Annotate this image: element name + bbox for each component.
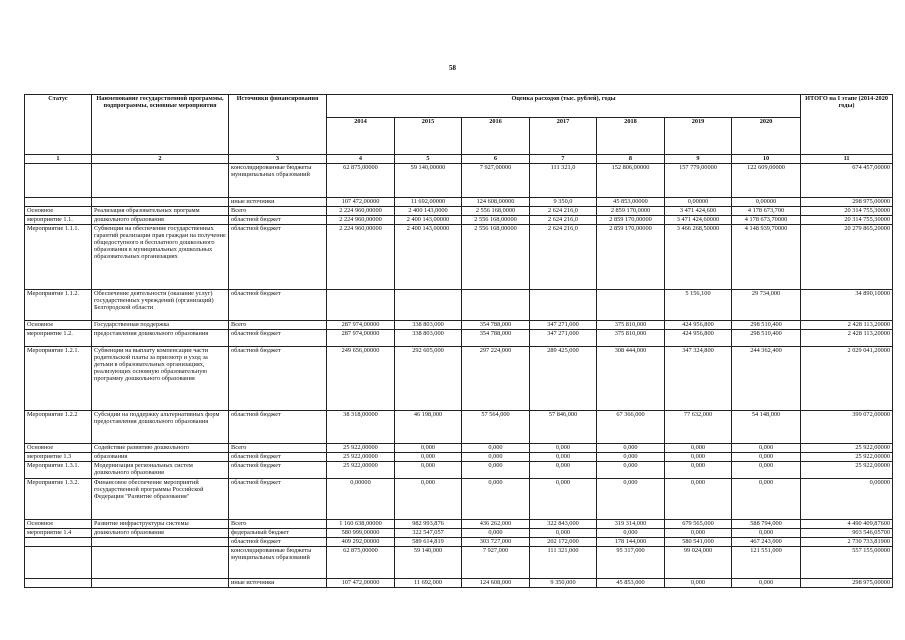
row-status: Мероприятие 1.2.1. [25,347,92,411]
row-total: 298 975,00000 [801,579,893,588]
row-value: 287 974,00000 [327,330,395,347]
row-value [597,290,665,321]
row-name: Государственная поддержка [92,321,229,330]
row-status: Мероприятие 1.2.2 [25,411,92,444]
row-value: 347 324,800 [665,347,732,411]
row-value: 202 172,000 [530,538,597,547]
row-value: 25 922,00000 [327,444,395,453]
row-value: 375 810,000 [597,321,665,330]
row-source: иные источники [229,198,327,207]
row-value: 0,000 [462,444,530,453]
row-value: 424 956,800 [665,321,732,330]
row-value: 2 624 216,0 [530,207,597,216]
row-status: Основное [25,520,92,529]
row-value: 0,000 [530,529,597,538]
table-row [25,207,893,216]
row-value: 354 788,000 [462,330,530,347]
header-name: Наименование государственной программы, подпрограммы, основные мероприятия [92,95,229,155]
row-value: 99 024,000 [665,547,732,579]
header-year: 2018 [597,118,665,155]
row-value [462,290,530,321]
row-total: 2 029 041,20000 [801,347,893,411]
row-value: 0,000 [597,453,665,462]
row-name [92,164,229,198]
row-source: областной бюджет [229,411,327,444]
row-value: 45 853,00000 [597,198,665,207]
row-value: 77 632,000 [665,411,732,444]
row-value: 9 350,0 [530,198,597,207]
header-status: Статус [25,95,92,155]
row-value: 467 243,000 [732,538,801,547]
column-number: 1 [25,155,92,164]
row-value: 589 614,819 [395,538,462,547]
row-status [25,198,92,207]
row-name: Субвенции на обеспечение государственных гарантий реализации прав граждан на получение общедоступного и бесплатного дошкольного образования в муниципальных дошкольных образовательных организациях [92,225,229,290]
row-value: 2 859 170,00000 [597,225,665,290]
row-value: 0,000 [665,529,732,538]
row-value: 347 271,000 [530,321,597,330]
row-value: 0,000 [732,529,801,538]
row-value: 588 794,000 [732,520,801,529]
row-value: 303 727,000 [462,538,530,547]
row-value: 0,000 [597,479,665,520]
row-total: 25 922,00000 [801,453,893,462]
row-value: 46 198,000 [395,411,462,444]
column-number: 9 [665,155,732,164]
column-number: 6 [462,155,530,164]
table-row [25,290,893,321]
row-value: 121 551,000 [732,547,801,579]
row-source: областной бюджет [229,225,327,290]
row-value: 2 556 168,0000 [462,207,530,216]
row-value: 95 317,000 [597,547,665,579]
row-total: 399 072,00000 [801,411,893,444]
row-value: 2 224 960,00000 [327,216,395,225]
row-value: 0,000 [665,453,732,462]
row-source: областной бюджет [229,479,327,520]
row-source: консолидированные бюджеты муниципальных образований [229,164,327,198]
row-value: 157 779,00000 [665,164,732,198]
row-value: 0,000 [732,453,801,462]
table-row [25,479,893,520]
header-year: 2015 [395,118,462,155]
header-year: 2019 [665,118,732,155]
row-name: предоставления дошкольного образования [92,330,229,347]
table-row [25,216,893,225]
row-source: областной бюджет [229,216,327,225]
row-value: 107 472,00000 [327,198,395,207]
row-value: 0,000 [732,579,801,588]
table-row [25,462,893,479]
row-status: Основное [25,444,92,453]
row-value: 0,000 [395,479,462,520]
row-value: 38 318,00000 [327,411,395,444]
row-name: Обеспечение деятельности (оказание услуг) государственных учреждений (организаций) Белгородской области [92,290,229,321]
row-value: 2 224 960,00000 [327,225,395,290]
row-status: мероприятие 1.4 [25,529,92,538]
row-value: 308 444,000 [597,347,665,411]
row-value: 0,000 [462,453,530,462]
row-value: 67 366,000 [597,411,665,444]
row-value: 2 624 216,0 [530,216,597,225]
row-total: 298 975,00000 [801,198,893,207]
table-row [25,225,893,290]
row-value: 289 425,000 [530,347,597,411]
row-value: 2 556 168,00000 [462,216,530,225]
row-name [92,538,229,547]
row-value: 3 471 424,600 [665,207,732,216]
row-value: 409 292,00000 [327,538,395,547]
row-value: 322 547,057 [395,529,462,538]
row-value: 62 875,00000 [327,164,395,198]
row-total: 2 730 733,81900 [801,538,893,547]
row-total: 20 314 755,30000 [801,216,893,225]
row-value: 122 609,00000 [732,164,801,198]
page-number: 58 [449,64,456,72]
row-value: 9 350,000 [530,579,597,588]
row-value: 0,000 [395,462,462,479]
row-name [92,198,229,207]
row-value: 0,000 [395,444,462,453]
row-status: мероприятие 1.2. [25,330,92,347]
row-value: 375 810,000 [597,330,665,347]
row-name: Финансовое обеспечение мероприятий государственной программы Российской Федерации "Развитие образования" [92,479,229,520]
row-source: Всего [229,520,327,529]
row-value [395,290,462,321]
table-row [25,453,893,462]
table-row [25,444,893,453]
row-value: 2 859 170,00000 [597,216,665,225]
row-status [25,547,92,579]
row-total: 674 457,00000 [801,164,893,198]
row-value: 45 853,000 [597,579,665,588]
row-source: Всего [229,444,327,453]
row-value: 2 400 143,00000 [395,216,462,225]
row-value: 0,000 [597,529,665,538]
row-value: 62 875,00000 [327,547,395,579]
row-value: 0,000 [665,479,732,520]
row-value: 0,000 [462,529,530,538]
row-name: Модернизация региональных систем дошкольного образования [92,462,229,479]
column-numbers-row [25,155,893,164]
column-number: 4 [327,155,395,164]
row-name: Содействие развитию дошкольного [92,444,229,453]
row-source: областной бюджет [229,330,327,347]
row-value: 244 362,400 [732,347,801,411]
row-name: дошкольного образования [92,216,229,225]
row-value: 0,000 [732,479,801,520]
row-value: 2 859 170,0000 [597,207,665,216]
row-total: 25 922,00000 [801,462,893,479]
row-value: 580 999,00000 [327,529,395,538]
row-value: 124 608,000 [462,579,530,588]
row-value: 2 400 143,00000 [395,225,462,290]
row-source: Всего [229,207,327,216]
row-value: 297 224,000 [462,347,530,411]
row-value: 0,000 [597,444,665,453]
table-row [25,538,893,547]
row-total: 20 279 865,20000 [801,225,893,290]
row-total: 4 490 409,87600 [801,520,893,529]
table-row [25,347,893,411]
row-value: 124 608,00000 [462,198,530,207]
row-total: 25 922,00000 [801,444,893,453]
row-value: 57 846,000 [530,411,597,444]
row-value: 111 321,000 [530,547,597,579]
row-value: 354 788,000 [462,321,530,330]
row-value: 11 692,000 [395,579,462,588]
row-name: дошкольного образования [92,529,229,538]
row-value: 2 224 960,00000 [327,207,395,216]
row-status: Основное [25,321,92,330]
header-total: ИТОГО на I этапе (2014-2020 годы) [801,95,893,155]
row-status [25,579,92,588]
row-value: 0,00000 [665,198,732,207]
row-value: 4 148 939,70000 [732,225,801,290]
column-number: 10 [732,155,801,164]
row-value: 25 922,00000 [327,453,395,462]
row-value: 4 178 673,70000 [732,216,801,225]
row-status [25,164,92,198]
row-value: 178 144,000 [597,538,665,547]
row-value: 0,000 [395,453,462,462]
row-value: 338 803,000 [395,330,462,347]
row-value: 25 922,00000 [327,462,395,479]
row-status: мероприятие 1.1. [25,216,92,225]
row-status: Мероприятие 1.3.2. [25,479,92,520]
row-total: 557 155,00000 [801,547,893,579]
row-status: Мероприятие 1.1.2. [25,290,92,321]
row-value: 0,000 [732,444,801,453]
row-value: 152 806,00000 [597,164,665,198]
table-row [25,529,893,538]
row-value [530,290,597,321]
row-value: 322 843,000 [530,520,597,529]
row-source: областной бюджет [229,290,327,321]
row-value: 2 400 143,0000 [395,207,462,216]
row-value: 2 556 168,00000 [462,225,530,290]
row-status: Мероприятие 1.1.1. [25,225,92,290]
header-year: 2014 [327,118,395,155]
row-value: 319 314,000 [597,520,665,529]
column-number: 7 [530,155,597,164]
row-value: 347 271,000 [530,330,597,347]
row-value: 0,000 [530,462,597,479]
column-number: 8 [597,155,665,164]
row-source: консолидированные бюджеты муниципальных образований [229,547,327,579]
row-source: Всего [229,321,327,330]
row-name: Развитие инфраструктуры системы [92,520,229,529]
row-source: федеральный бюджет [229,529,327,538]
column-number: 2 [92,155,229,164]
row-source: областной бюджет [229,538,327,547]
row-source: областной бюджет [229,347,327,411]
row-value: 287 974,00000 [327,321,395,330]
column-number: 3 [229,155,327,164]
row-source: областной бюджет [229,462,327,479]
budget-table [24,94,893,588]
row-name: Реализация образовательных программ [92,207,229,216]
row-value: 436 262,000 [462,520,530,529]
row-status: мероприятие 1.3 [25,453,92,462]
table-row [25,520,893,529]
row-value: 4 178 673,700 [732,207,801,216]
row-source: областной бюджет [229,453,327,462]
row-name: Субсидии на поддержку альтернативных форм предоставления дошкольного образования [92,411,229,444]
row-value: 0,000 [665,444,732,453]
row-value: 2 624 216,0 [530,225,597,290]
table-row [25,579,893,588]
row-value: 298 510,400 [732,321,801,330]
row-status [25,538,92,547]
row-value: 111 321,0 [530,164,597,198]
row-value: 679 565,000 [665,520,732,529]
row-status: Мероприятие 1.3.1. [25,462,92,479]
row-value: 59 140,00000 [395,164,462,198]
table-row [25,164,893,198]
row-value: 29 734,000 [732,290,801,321]
row-name: Субвенции на выплату компенсации части родительской платы за присмотр и уход за детьми в образовательных организациях, реализующих основную образовательную программу дошкольного образования [92,347,229,411]
row-status: Основное [25,207,92,216]
header-year: 2020 [732,118,801,155]
row-value: 424 956,800 [665,330,732,347]
row-value: 338 803,000 [395,321,462,330]
row-value [327,290,395,321]
row-value: 107 472,00000 [327,579,395,588]
header-year: 2016 [462,118,530,155]
row-value: 1 160 638,00000 [327,520,395,529]
row-value: 7 927,000 [462,547,530,579]
table-row [25,547,893,579]
row-value: 59 140,000 [395,547,462,579]
row-value: 0,000 [530,453,597,462]
row-value: 0,00000 [732,198,801,207]
row-value: 11 692,00000 [395,198,462,207]
row-value: 0,000 [462,479,530,520]
row-name [92,579,229,588]
row-value: 580 541,000 [665,538,732,547]
row-total: 20 314 755,30000 [801,207,893,216]
row-value: 57 564,000 [462,411,530,444]
header-source: Источники финансирования [229,95,327,155]
row-value: 0,000 [665,462,732,479]
row-value: 0,00000 [327,479,395,520]
row-value: 3 466 268,50000 [665,225,732,290]
row-value: 0,000 [530,479,597,520]
row-total: 903 546,05700 [801,529,893,538]
row-value: 292 605,000 [395,347,462,411]
row-total: 2 428 113,20000 [801,321,893,330]
header-estimate: Оценка расходов (тыс. рублей), годы [327,95,801,118]
row-name [92,547,229,579]
table-row [25,321,893,330]
row-total: 0,00000 [801,479,893,520]
row-total: 2 428 113,20000 [801,330,893,347]
column-number: 11 [801,155,893,164]
header-year: 2017 [530,118,597,155]
row-value: 5 156,100 [665,290,732,321]
row-value: 298 510,400 [732,330,801,347]
row-value: 7 927,00000 [462,164,530,198]
row-source: иные источники [229,579,327,588]
row-value: 3 471 424,60000 [665,216,732,225]
row-name: образования [92,453,229,462]
table-row [25,330,893,347]
row-value: 249 656,00000 [327,347,395,411]
row-total: 34 890,10000 [801,290,893,321]
row-value: 0,000 [732,462,801,479]
row-value: 0,000 [530,444,597,453]
row-value: 0,000 [462,462,530,479]
table-row [25,198,893,207]
row-value: 982 993,876 [395,520,462,529]
table-row [25,411,893,444]
row-value: 54 148,000 [732,411,801,444]
row-value: 0,000 [665,579,732,588]
column-number: 5 [395,155,462,164]
row-value: 0,000 [597,462,665,479]
